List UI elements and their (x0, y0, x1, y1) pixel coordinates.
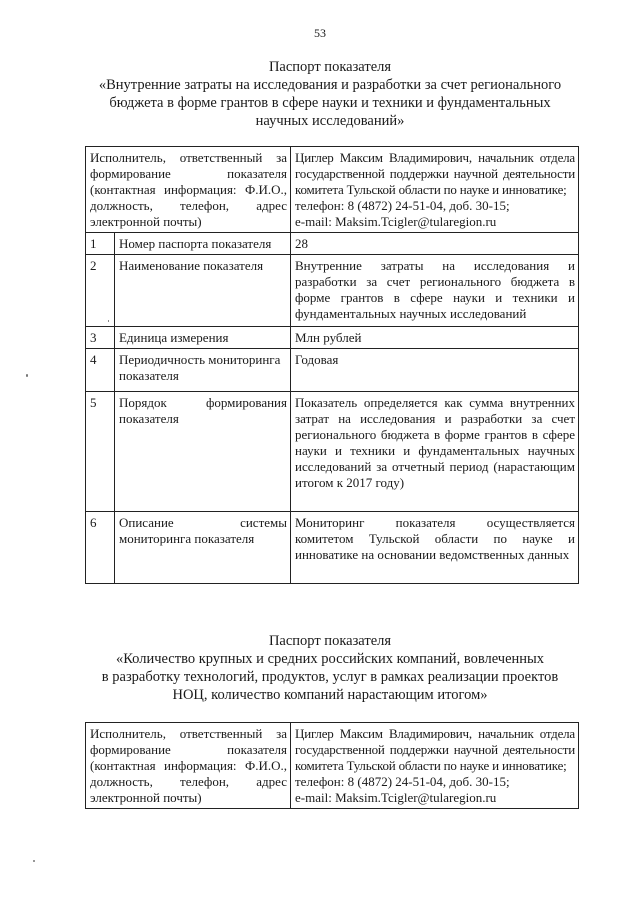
heading-line: «Количество крупных и средних российских компаний, вовлеченных (115, 651, 545, 667)
heading-line: в разработку технологий, продуктов, услуг в рамках реализации проектов (101, 669, 559, 685)
row-label: Порядок формирования показателя (114, 392, 290, 512)
executor-label: Исполнитель, ответственный за формирование показателя (контактная информация: Ф.И.О., должность, телефон, адрес электронной почты) (86, 147, 291, 233)
table-row (86, 392, 579, 512)
page-number: 53 (314, 26, 326, 40)
executor-value-cell (291, 723, 579, 809)
scan-speck (108, 320, 109, 322)
executor-phone: телефон: 8 (4872) 24-51-04, доб. 30-15; (295, 774, 510, 789)
row-value: Годовая (291, 349, 579, 392)
passport-table-2 (85, 722, 579, 809)
passport-heading-1 (80, 58, 580, 130)
heading-line: «Внутренние затраты на исследования и разработки за счет регионального (98, 77, 562, 93)
row-label: Наименование показателя (114, 255, 290, 327)
scan-speck (26, 374, 28, 377)
heading-line: Паспорт показателя (268, 633, 392, 649)
row-number: 2 (86, 255, 115, 327)
executor-label: Исполнитель, ответственный за формирование показателя (контактная информация: Ф.И.О., должность, телефон, адрес электронной почты) (86, 723, 291, 809)
passport-table-1 (85, 146, 579, 584)
executor-row (86, 723, 579, 809)
row-value: Показатель определяется как сумма внутренних затрат на исследования и разработки за счет регионального бюджета в форме грантов в сфере науки и техники и фундаментальных научных исследований за отчетный период (нарастающим итогом к 2017 году) (291, 392, 579, 512)
row-label: Описание системы мониторинга показателя (114, 512, 290, 584)
row-value: Мониторинг показателя осуществляется комитетом Тульской области по науке и инноватике на основании ведомственных данных (291, 512, 579, 584)
executor-email: e-mail: Maksim.Tcigler@tularegion.ru (295, 790, 497, 805)
executor-email: e-mail: Maksim.Tcigler@tularegion.ru (295, 214, 497, 229)
row-value: 28 (291, 233, 579, 255)
row-number: 1 (86, 233, 115, 255)
table-row (86, 349, 579, 392)
row-label: Номер паспорта показателя (114, 233, 290, 255)
row-label: Периодичность мониторинга показателя (114, 349, 290, 392)
table-row (86, 233, 579, 255)
heading-line: научных исследований» (255, 113, 405, 129)
table-row (86, 255, 579, 327)
row-label: Единица измерения (114, 327, 290, 349)
heading-line: Паспорт показателя (268, 59, 392, 75)
table-row (86, 327, 579, 349)
row-number: 3 (86, 327, 115, 349)
row-number: 6 (86, 512, 115, 584)
scan-speck (33, 860, 35, 862)
heading-line: НОЦ, количество компаний нарастающим итогом» (172, 687, 488, 703)
passport-heading-2 (80, 632, 580, 704)
row-value: Внутренние затраты на исследования и разработки за счет регионального бюджета в форме грантов в сфере науки и техники и фундаментальных научных исследований (291, 255, 579, 327)
table-row (86, 512, 579, 584)
executor-name: Циглер Максим Владимирович, начальник отдела государственной поддержки научной деятельности комитета Тульской области по науке и инноватике; (295, 150, 575, 197)
executor-row (86, 147, 579, 233)
row-number: 5 (86, 392, 115, 512)
executor-name: Циглер Максим Владимирович, начальник отдела государственной поддержки научной деятельности комитета Тульской области по науке и инноватике; (295, 726, 575, 773)
heading-line: бюджета в форме грантов в сфере науки и техники и фундаментальных (109, 95, 551, 111)
executor-value-cell (291, 147, 579, 233)
row-number: 4 (86, 349, 115, 392)
executor-phone: телефон: 8 (4872) 24-51-04, доб. 30-15; (295, 198, 510, 213)
row-value: Млн рублей (291, 327, 579, 349)
